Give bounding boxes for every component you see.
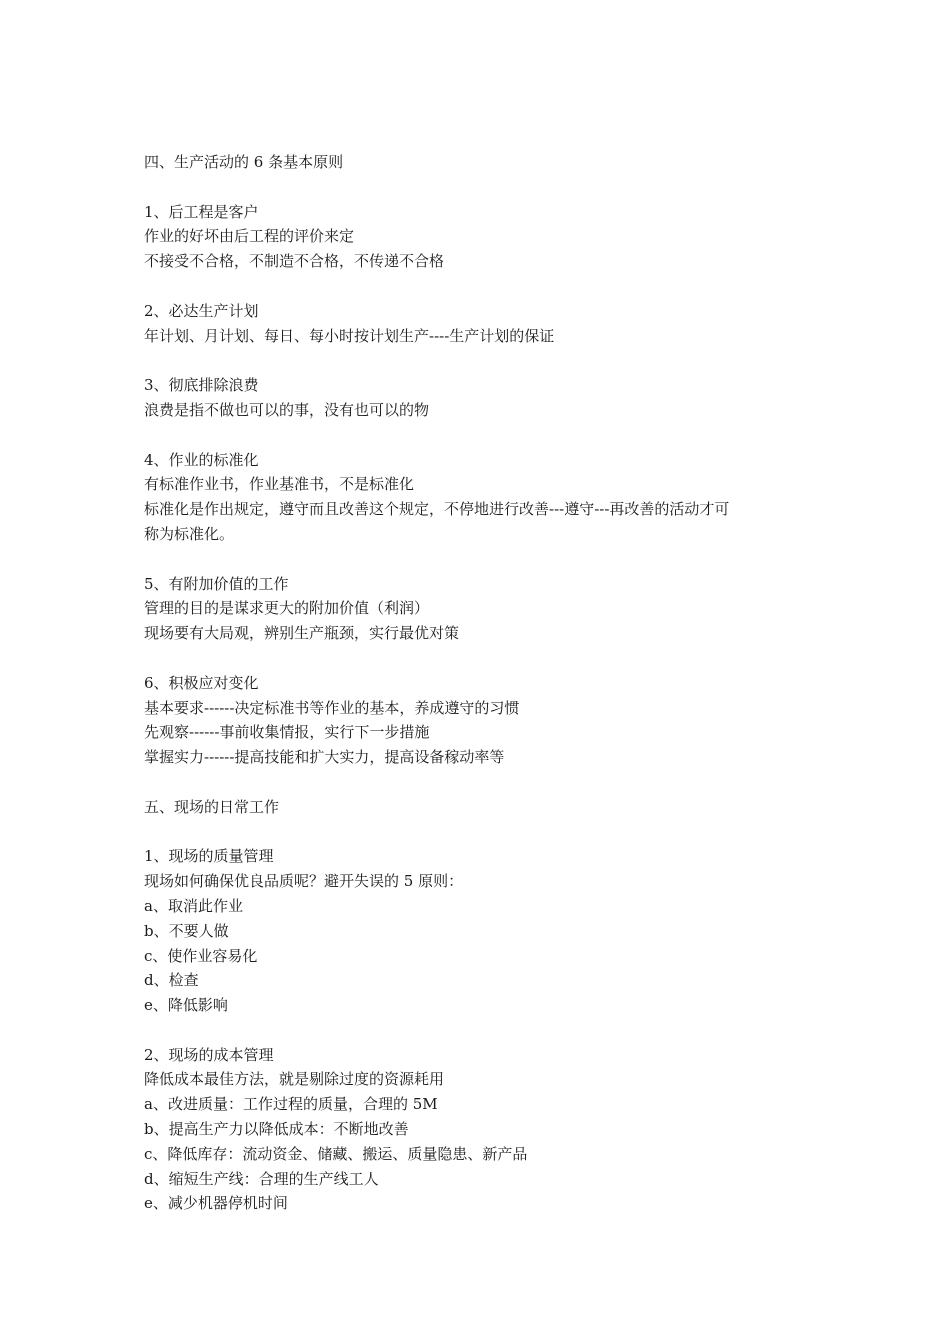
list-item: a、改进质量：工作过程的质量，合理的 5M (144, 1095, 438, 1114)
paragraph-line: 年计划、月计划、每日、每小时按计划生产----生产计划的保证 (144, 326, 555, 345)
blank-line (144, 1018, 814, 1043)
blank-line (144, 547, 814, 572)
list-item: c、降低库存：流动资金、储藏、搬运、质量隐患、新产品 (144, 1144, 528, 1163)
paragraph-line: 称为标准化。 (144, 524, 235, 543)
list-item: e、减少机器停机时间 (144, 1194, 288, 1213)
blank-line (144, 770, 814, 795)
principle-title: 1、后工程是客户 (144, 202, 259, 221)
paragraph-line: 现场如何确保优良品质呢？避开失误的 5 原则： (144, 872, 464, 891)
list-item: c、使作业容易化 (144, 946, 258, 965)
principle-title: 5、有附加价值的工作 (144, 574, 289, 593)
list-item: d、缩短生产线：合理的生产线工人 (144, 1169, 379, 1188)
list-item: e、降低影响 (144, 996, 228, 1015)
paragraph-line: 掌握实力------提高技能和扩大实力，提高设备稼动率等 (144, 748, 505, 767)
paragraph-line: 标准化是作出规定，遵守而且改善这个规定，不停地进行改善---遵守---再改善的活动才可 (144, 500, 730, 519)
paragraph-line: 作业的好坏由后工程的评价来定 (144, 227, 355, 246)
paragraph-line: 不接受不合格，不制造不合格，不传递不合格 (144, 252, 445, 271)
principle-title: 2、必达生产计划 (144, 301, 259, 320)
topic-title: 1、现场的质量管理 (144, 847, 274, 866)
blank-line (144, 348, 814, 373)
blank-line (144, 175, 814, 200)
topic-title: 2、现场的成本管理 (144, 1045, 274, 1064)
list-item: b、提高生产力以降低成本：不断地改善 (144, 1120, 409, 1139)
blank-line (144, 274, 814, 299)
paragraph-line: 浪费是指不做也可以的事，没有也可以的物 (144, 400, 430, 419)
list-item: d、检查 (144, 971, 199, 990)
paragraph-line: 管理的目的是谋求更大的附加价值（利润） (144, 599, 430, 618)
paragraph-line: 现场要有大局观，辨别生产瓶颈，实行最优对策 (144, 624, 460, 643)
principle-title: 4、作业的标准化 (144, 450, 259, 469)
paragraph-line: 降低成本最佳方法，就是剔除过度的资源耗用 (144, 1070, 445, 1089)
blank-line (144, 646, 814, 671)
paragraph-line: 有标准作业书，作业基准书，不是标准化 (144, 475, 415, 494)
blank-line (144, 423, 814, 448)
document-body (144, 150, 814, 1216)
section-heading: 五、现场的日常工作 (144, 797, 280, 816)
blank-line (144, 820, 814, 845)
paragraph-line: 基本要求------决定标准书等作业的基本，养成遵守的习惯 (144, 698, 520, 717)
list-item: b、不要人做 (144, 921, 229, 940)
list-item: a、取消此作业 (144, 896, 243, 915)
section-heading: 四、生产活动的 6 条基本原则 (144, 153, 344, 171)
paragraph-line: 先观察------事前收集情报，实行下一步措施 (144, 723, 430, 742)
principle-title: 3、彻底排除浪费 (144, 376, 259, 395)
principle-title: 6、积极应对变化 (144, 673, 259, 692)
